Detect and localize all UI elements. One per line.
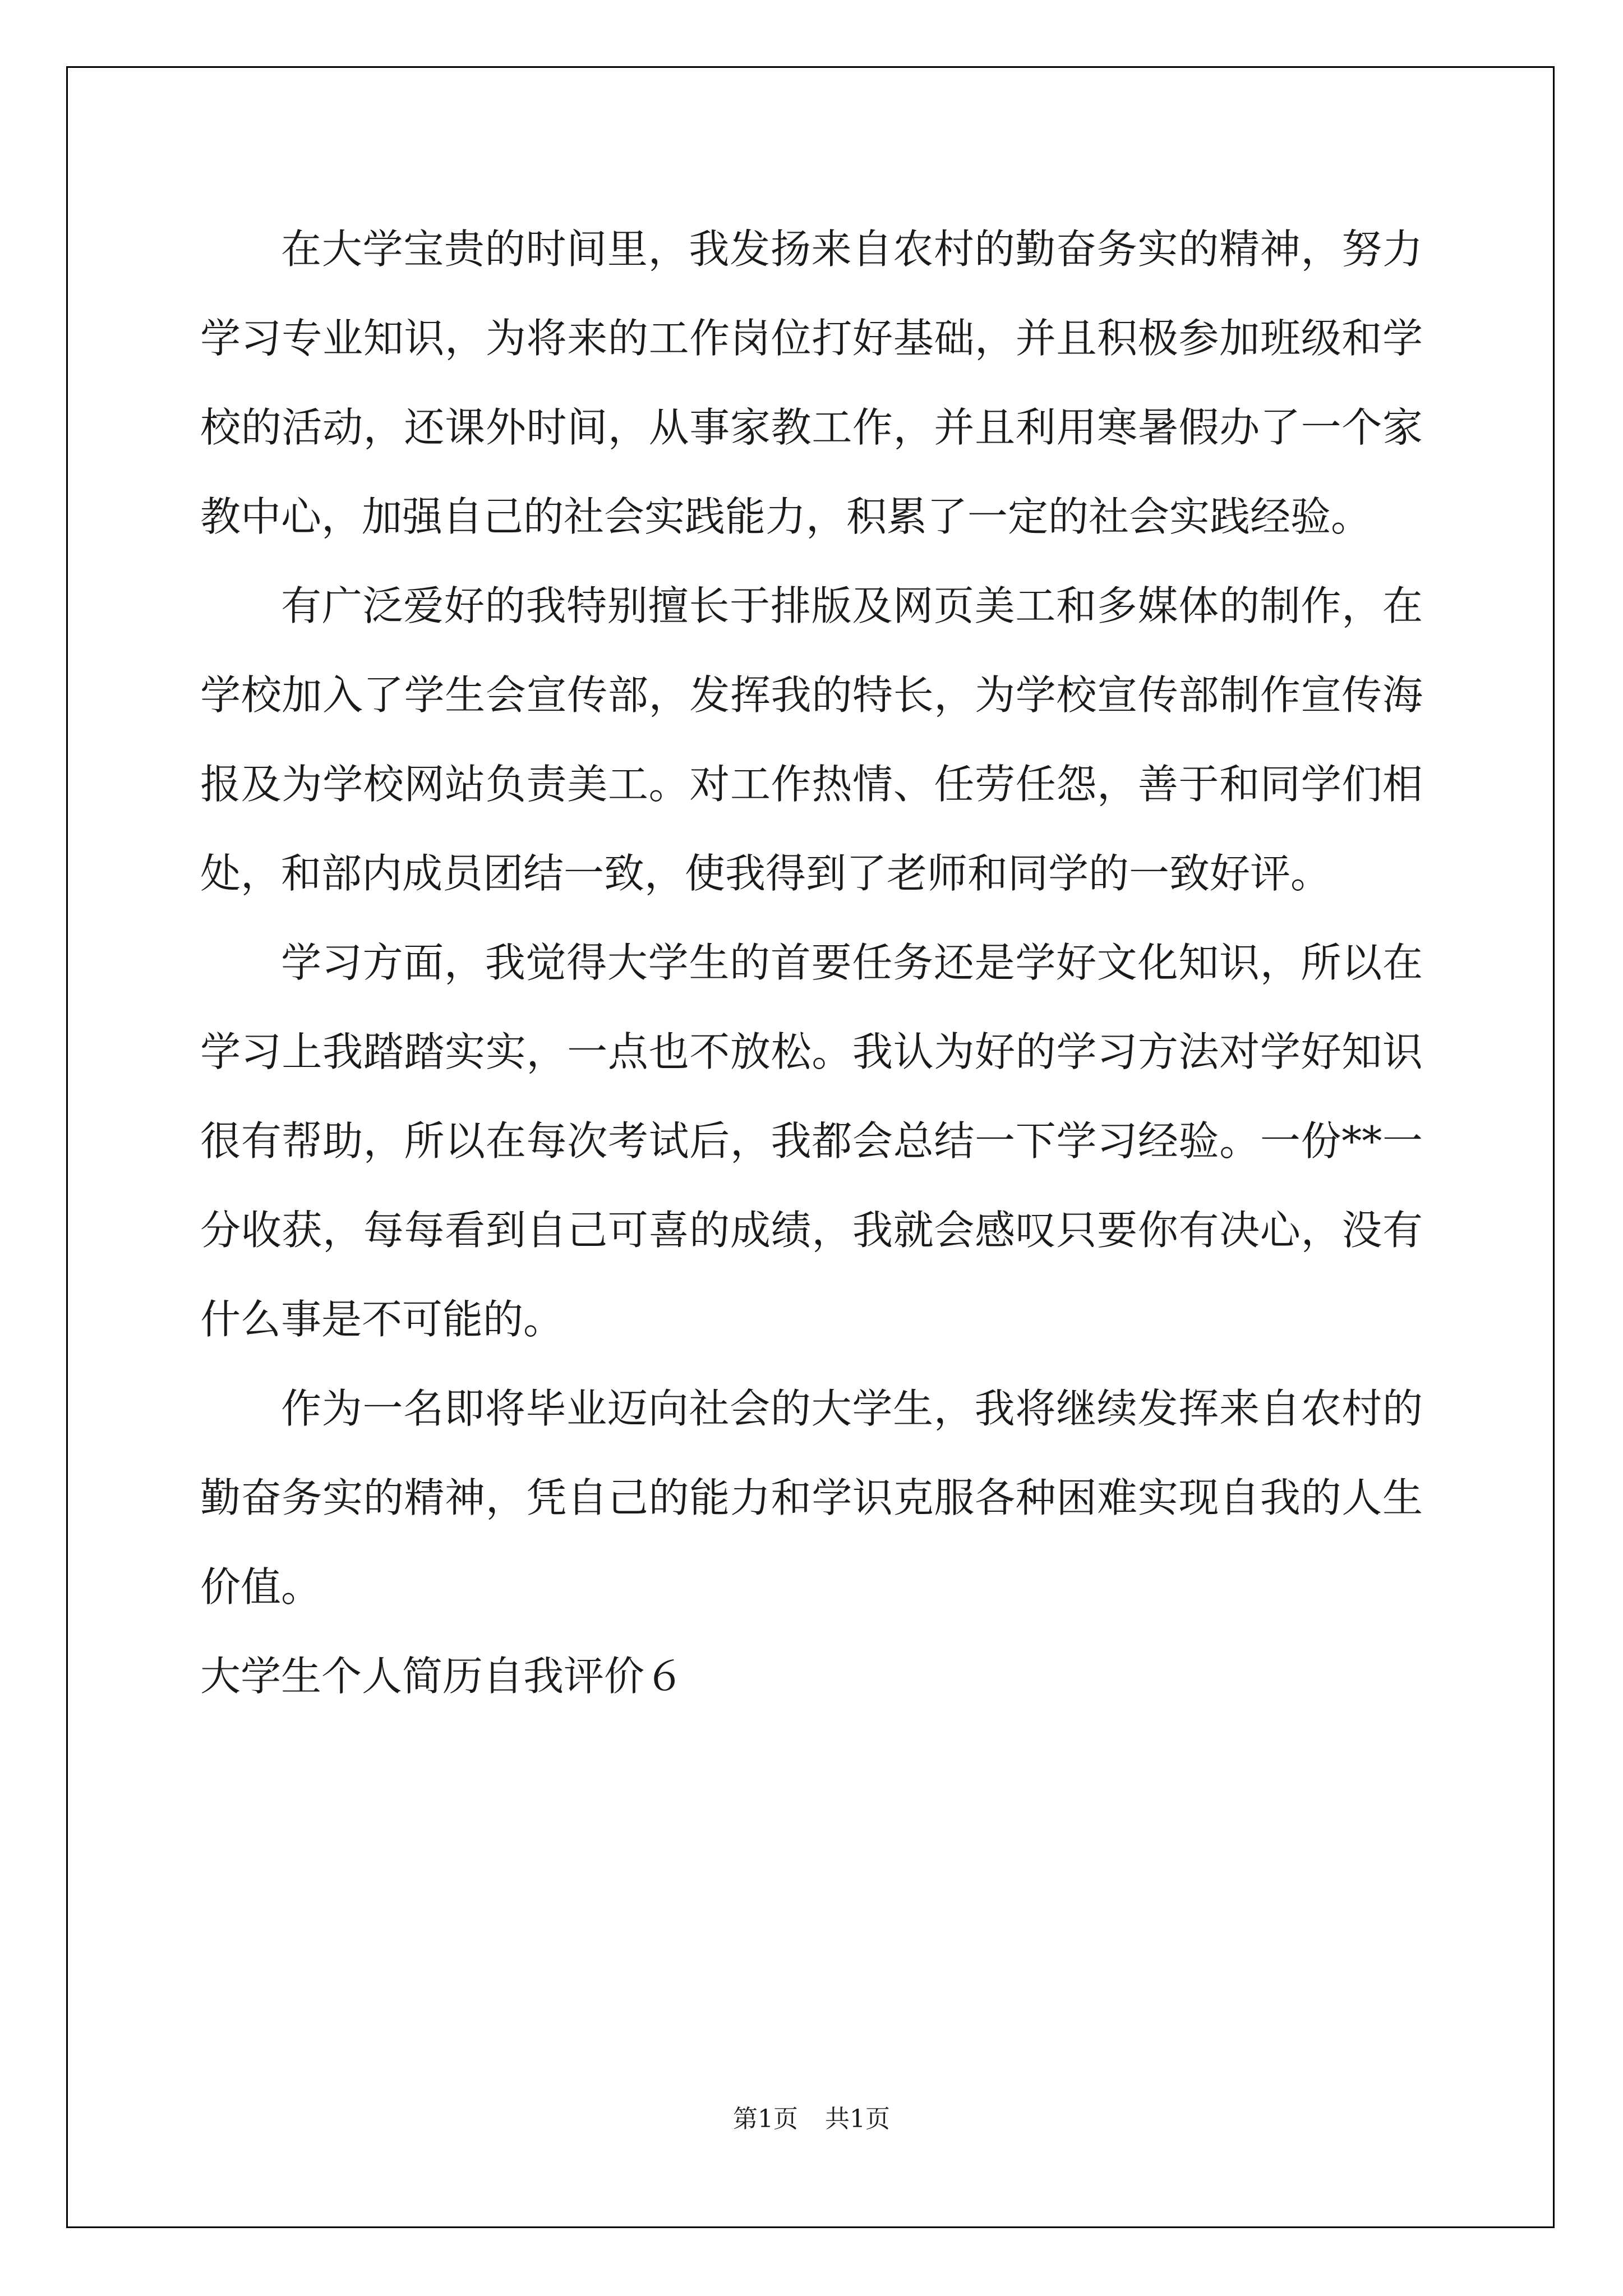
page-number-current: 第1页 [733, 2105, 798, 2133]
document-body [200, 205, 1423, 1721]
paragraph-2: 有广泛爱好的我特别擅长于排版及网页美工和多媒体的制作，在学校加入了学生会宣传部，发挥我的特长，为学校宣传部制作宣传海报及为学校网站负责美工。对工作热情、任劳任怨，善于和同学们相处，和部内成员团结一致，使我得到了老师和同学的一致好评。 [200, 582, 1423, 897]
paragraph-4: 作为一名即将毕业迈向社会的大学生，我将继续发挥来自农村的勤奋务实的精神，凭自己的能力和学识克服各种困难实现自我的人生价值。 [200, 1385, 1423, 1611]
page-number-total: 共1页 [825, 2105, 890, 2133]
paragraph-3: 学习方面，我觉得大学生的首要任务还是学好文化知识，所以在学习上我踏踏实实，一点也不放松。我认为好的学习方法对学好知识很有帮助，所以在每次考试后，我都会总结一下学习经验。一份**一分收获，每每看到自己可喜的成绩，我就会感叹只要你有决心，没有什么事是不可能的。 [200, 939, 1423, 1343]
page-footer [0, 2102, 1623, 2136]
section-heading: 大学生个人简历自我评价６ [200, 1653, 685, 1700]
paragraph-1: 在大学宝贵的时间里，我发扬来自农村的勤奋务实的精神，努力学习专业知识，为将来的工作岗位打好基础，并且积极参加班级和学校的活动，还课外时间，从事家教工作，并且利用寒暑假办了一个家教中心，加强自己的社会实践能力，积累了一定的社会实践经验。 [200, 226, 1423, 540]
